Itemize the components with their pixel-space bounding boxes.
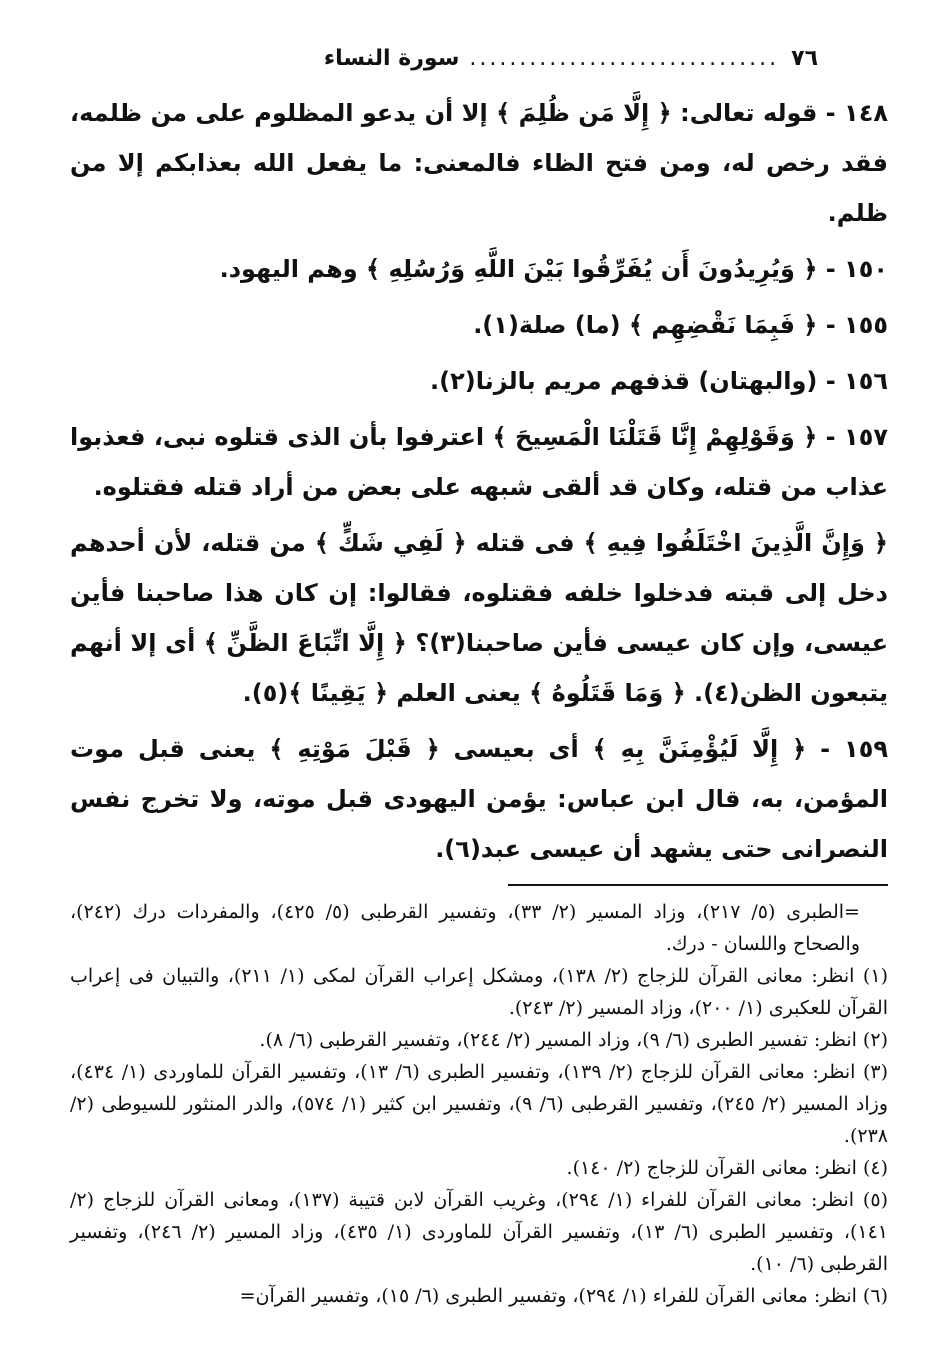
footnote-4: (٤) انظر: معانى القرآن للزجاج (٢/ ١٤٠).: [566, 1157, 888, 1179]
footnote-2: (٢) انظر: تفسير الطبرى (٦/ ٩)، وزاد المسير (٢/ ٢٤٤)، وتفسير القرطبى (٦/ ٨).: [259, 1029, 888, 1051]
footnote-divider: [508, 884, 888, 886]
footnote-3: (٣) انظر: معانى القرآن للزجاج (٢/ ١٣٩)، وتفسير الطبرى (٦/ ١٣)، وتفسير القرآن للماوردى (١/ ٤٣٤)، وزاد المسير (٢/ ٢٤٥)، وتفسير القرطبى (٦/ ٩)، وتفسير ابن كثير (١/ ٥٧٤)، والدر المنثور للسيوطى (٢/ ٢٣٨).: [70, 1061, 889, 1147]
header-dots: ...............................: [469, 45, 780, 71]
paragraph-157-cont: ﴿ وَإِنَّ الَّذِينَ اخْتَلَفُوا فِيهِ ﴾ فى قتله ﴿ لَفِي شَكٍّ ﴾ من قتله، لأن أحدهم دخل إلى قبته فدخلوا خلفه فقتلوه، فقالوا: إن كان هذا صاحبنا فأين عيسى، وإن كان عيسى فأين صاحبنا(٣)؟ ﴿ إِلَّا اتِّبَاعَ الظَّنِّ ﴾ أى إلا أنهم يتبعون الظن(٤). ﴿ وَمَا قَتَلُوهُ ﴾ يعنى العلم ﴿ يَقِينًا ﴾(٥).: [70, 529, 888, 707]
footnote-continued: =الطبرى (٥/ ٢١٧)، وزاد المسير (٢/ ٣٣)، وتفسير القرطبى (٥/ ٤٢٥)، والمفردات درك (٢٤٢)، والصحاح واللسان - درك.: [70, 901, 860, 955]
surah-title: سورة النساء: [323, 45, 460, 71]
paragraph-155: ١٥٥ - ﴿ فَبِمَا نَقْضِهِم ﴾ (ما) صلة(١).: [473, 311, 888, 339]
footnote-5: (٥) انظر: معانى القرآن للفراء (١/ ٢٩٤)، وغريب القرآن لابن قتيبة (١٣٧)، ومعانى القرآن للزجاج (٢/ ١٤١)، وتفسير الطبرى (٦/ ١٣)، وتفسير القرآن للماوردى (١/ ٤٣٥)، وزاد المسير (٢/ ٢٤٦)، وتفسير القرطبى (٦/ ١٠).: [70, 1189, 888, 1275]
paragraph-156: ١٥٦ - (والبهتان) قذفهم مريم بالزنا(٢).: [429, 367, 888, 395]
page-number: ٧٦: [791, 45, 818, 71]
paragraph-150: ١٥٠ - ﴿ وَيُرِيدُونَ أَن يُفَرِّقُوا بَيْنَ اللَّهِ وَرُسُلِهِ ﴾ وهم اليهود.: [219, 255, 888, 283]
page-header: [70, 40, 818, 76]
main-text: [70, 88, 888, 874]
paragraph-157: ١٥٧ - ﴿ وَقَوْلِهِمْ إِنَّا قَتَلْنَا الْمَسِيحَ ﴾ اعترفوا بأن الذى قتلوه نبى، فعذبوا عذاب من قتله، وكان قد ألقى شبهه على بعض من أراد قتله فقتلوه.: [70, 423, 888, 501]
paragraph-148: ١٤٨ - قوله تعالى: ﴿ إِلَّا مَن ظُلِمَ ﴾ إلا أن يدعو المظلوم على من ظلمه، فقد رخص له، ومن فتح الظاء فالمعنى: ما يفعل الله بعذابكم إلا من ظلم.: [70, 99, 888, 227]
footnote-1: (١) انظر: معانى القرآن للزجاج (٢/ ١٣٨)، ومشكل إعراب القرآن لمكى (١/ ٢١١)، والتبيان فى إعراب القرآن للعكبرى (١/ ٢٠٠)، وزاد المسير (٢/ ٢٤٣).: [70, 965, 888, 1019]
footnote-6: (٦) انظر: معانى القرآن للفراء (١/ ٢٩٤)، وتفسير الطبرى (٦/ ١٥)، وتفسير القرآن=: [239, 1285, 888, 1307]
paragraph-159: ١٥٩ - ﴿ إِلَّا لَيُؤْمِنَنَّ بِهِ ﴾ أى بعيسى ﴿ قَبْلَ مَوْتِهِ ﴾ يعنى قبل موت المؤمن، به، قال ابن عباس: يؤمن اليهودى قبل موته، ولا تخرج نفس النصرانى حتى يشهد أن عيسى عبد(٦).: [70, 735, 888, 863]
footnotes: [70, 896, 889, 1312]
